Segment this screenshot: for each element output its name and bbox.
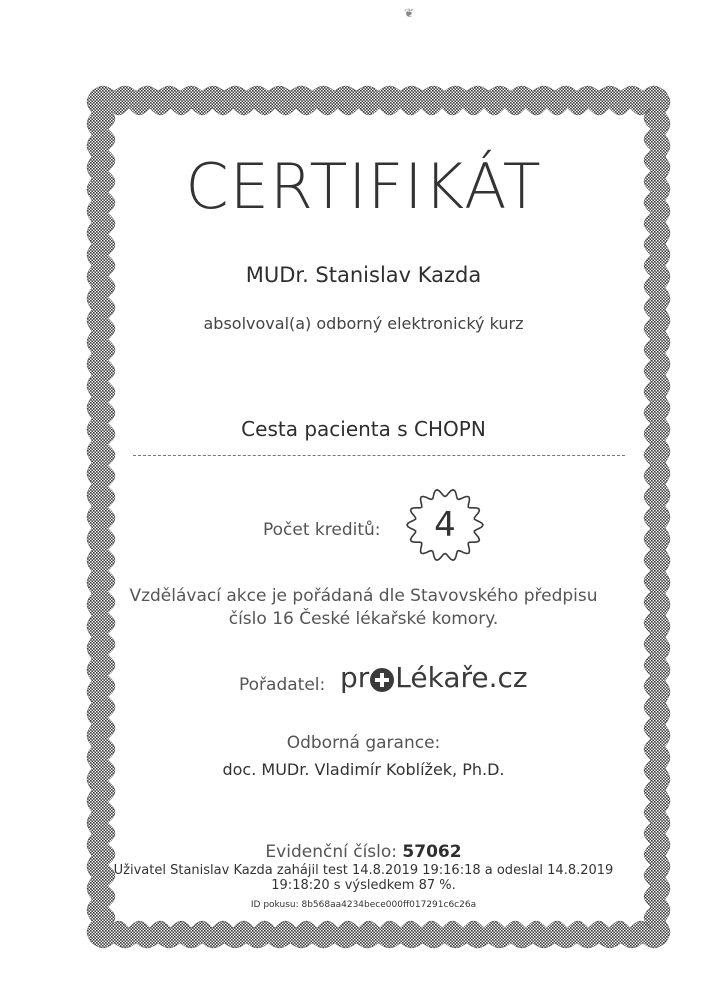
user-test-line-1: Uživatel Stanislav Kazda zahájil test 14.8.2019 19:16:18 a odeslal 14.8.2019 [113,863,614,878]
regulation-line-1: Vzdělávací akce je pořádaná dle Stavovského předpisu [129,586,598,606]
scan-speck-icon: ❦ [404,6,415,20]
guarantor-name: doc. MUDr. Vladimír Koblížek, Ph.D. [222,760,505,779]
organizer-label: Pořadatel: [239,675,326,695]
logo-text-pre: pr [340,661,370,694]
credits-label: Počet kreditů: [263,520,381,540]
credits-value: 4 [434,505,456,545]
completion-text: absolvoval(a) odborný elektronický kurz [203,314,524,333]
evidence-label: Evidenční číslo: [265,842,397,862]
evidence-number-line [0,842,727,862]
medical-cross-icon [370,668,394,692]
course-name: Cesta pacienta s CHOPN [241,417,486,441]
attempt-id: ID pokusu: 8b568aa4234bece000ff017291c6c26a [250,900,477,910]
evidence-number: 57062 [402,842,462,862]
regulation-line-2: číslo 16 České lékařské komory. [228,609,499,629]
organizer-logo [340,661,528,694]
recipient-name: MUDr. Stanislav Kazda [245,263,482,287]
dotted-divider [133,455,625,456]
guarantee-label: Odborná garance: [286,733,441,753]
certificate-title: CERTIFIKÁT [185,150,542,223]
logo-text-post: Lékaře.cz [395,661,528,694]
regulation-info [0,585,727,631]
user-test-info [0,863,727,893]
user-test-line-2: 19:18:20 s výsledkem 87 %. [271,878,456,893]
